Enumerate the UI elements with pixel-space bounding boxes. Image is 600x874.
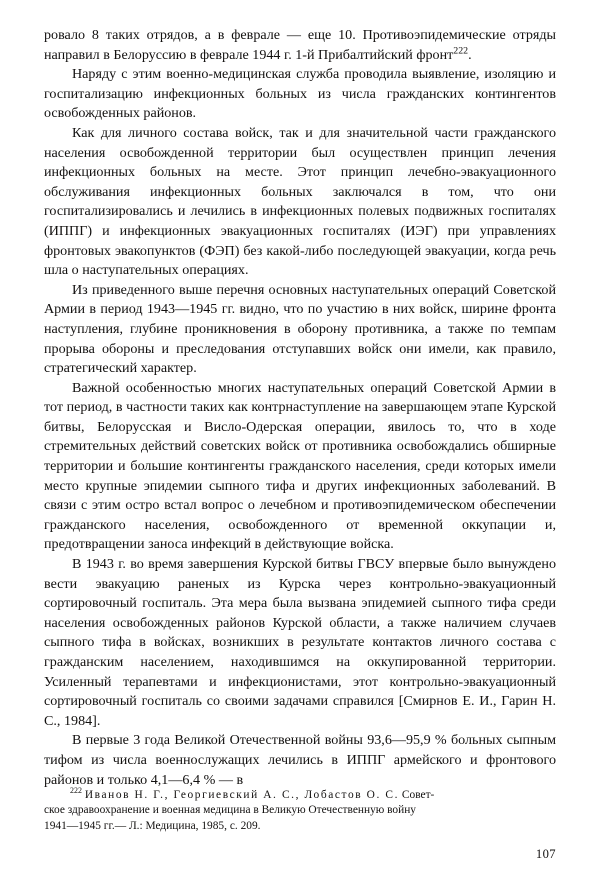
footnote-text	[44, 785, 556, 834]
footnote-line-2: ское здравоохранение и военная медицина в Великую Отечественную войну	[44, 804, 417, 817]
paragraph-1-tail: .	[468, 46, 472, 63]
paragraph-1-text: ровало 8 таких отрядов, а в феврале — еще 10. Противоэпидемические отряды направил в Белоруссию в феврале 1944 г. 1-й Прибалтийский фронт	[44, 27, 556, 63]
paragraph-3: Как для личного состава войск, так и для значительной части гражданского населения освобожденной территории был осуществлен принцип лечения инфекционных больных на месте. Этот принцип лечебно-эвакуационного обслуживания инфекционных больных заключался в том, что они госпитализировались и лечились в инфекционных полевых подвижных госпиталях (ИППГ) и инфекционных эвакуационных госпиталях (ИЭГ) при управлениях фронтовых эвакопунктов (ФЭП) без какой-либо последующей эвакуации, когда речь шла о наступательных операциях.	[44, 124, 556, 279]
paragraph-5: Важной особенностью многих наступательных операций Советской Армии в тот период, в частности таких как контрнаступление на завершающем этапе Курской битвы, Белорусская и Висло-Одерская операции, явилось то, что в ходе стремительных действий советских войск от противника освобождались обширные территории и большие контингенты гражданского населения, среди которых имели место крупные эпидемии сыпного тифа и других инфекционных заболеваний. В связи с этим остро встал вопрос о лечебном и противоэпидемическом обеспечении гражданского населения, освобожденного от временной оккупации и, предотвращении заноса инфекций в действующие войска.	[44, 379, 556, 553]
paragraph-6: В 1943 г. во время завершения Курской битвы ГВСУ впервые было вынуждено вести эвакуацию раненых из Курска через контрольно-эвакуационный сортировочный госпиталь. Эта мера была вызвана эпидемией сыпного тифа среди населения освобожденных районов Курской области, а также наличием случаев сыпного тифа в войсках, возникших в результате контактов личного состава с гражданским населением, находившимся на оккупированной территории. Усиленный терапевтами и инфекционистами, этот контрольно-эвакуационный сортировочный госпиталь со своими задачами справился [Смирнов Е. И., Гарин Н. С., 1984].	[44, 556, 556, 729]
footnote-reference: 222	[453, 44, 469, 56]
body-text-column	[44, 26, 556, 790]
footnote-number: 222	[70, 785, 82, 795]
footnote-line-3: 1941—1945 гг.— Л.: Медицина, 1985, с. 209.	[44, 819, 261, 832]
footnote-line-1	[44, 785, 556, 803]
paragraph-2: Наряду с этим военно-медицинская служба проводила выявление, изоляцию и госпитализацию инфекционных больных из числа гражданских контингентов освобожденных районов.	[44, 66, 556, 122]
footnote-line-1-tail: Совет-	[399, 788, 435, 801]
paragraph-1	[44, 26, 556, 65]
footnote-authors: Иванов Н. Г., Георгиевский А. С., Лобастов О. С.	[84, 788, 400, 801]
footnote-block	[44, 784, 556, 834]
page-number: 107	[535, 847, 556, 861]
paragraph-4: Из приведенного выше перечня основных наступательных операций Советской Армии в период 1943—1945 гг. видно, что по участию в них войск, ширине фронта наступления, глубине проникновения в оборону противника, а также по темпам прорыва обороны и преследования отступавших войск они имели, как правило, стратегический характер.	[44, 281, 556, 377]
paragraph-7: В первые 3 года Великой Отечественной войны 93,6—95,9 % больных сыпным тифом из числа военнослужащих лечились в ИППГ армейского и фронтового районов и только 4,1—6,4 % — в	[44, 732, 556, 788]
